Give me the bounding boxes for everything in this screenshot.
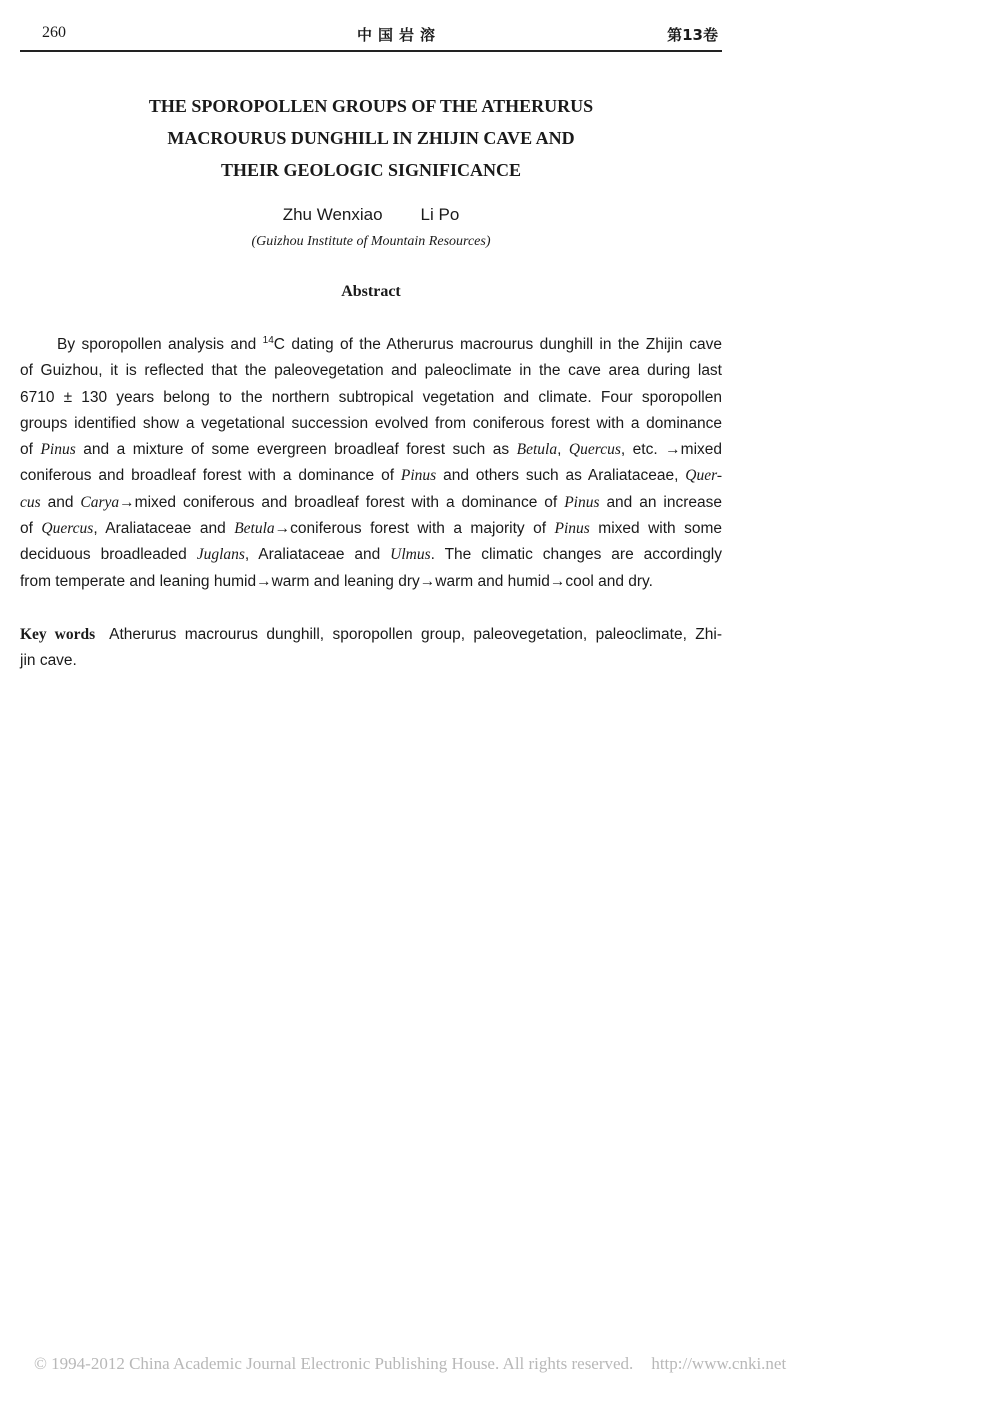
keywords-label: Key words <box>20 626 96 643</box>
abstract-line: from temperate and leaning humid→warm and leaning dry→warm and humid→cool and dry. <box>20 572 653 590</box>
paper-title <box>20 90 722 186</box>
journal-name: 中国岩溶 <box>357 26 442 44</box>
abstract-line: deciduous broadleaded Juglans, Araliataceae and Ulmus. The climatic changes are accordingly <box>20 546 722 564</box>
copyright-text: © 1994-2012 China Academic Journal Electronic Publishing House. All rights reserved. <box>34 1354 634 1373</box>
author-name: Li Po <box>420 205 460 224</box>
title-line-3: THEIR GEOLOGIC SIGNIFICANCE <box>220 160 522 180</box>
running-header <box>20 22 722 52</box>
abstract-heading: Abstract <box>341 283 401 300</box>
title-line-2: MACROURUS DUNGHILL IN ZHIJIN CAVE AND <box>167 128 575 148</box>
author-name: Zhu Wenxiao <box>282 205 383 224</box>
abstract-line: By sporopollen analysis and $^{14}$C dating of the Atherurus macrourus dunghill in the Zhijin cave <box>57 335 722 353</box>
abstract-line: cus and Carya→mixed coniferous and broadleaf forest with a dominance of Pinus and an increase <box>20 493 722 511</box>
abstract-line: groups identified show a vegetational succession evolved from coniferous forest with a dominance <box>20 414 722 432</box>
title-line-1: THE SPOROPOLLEN GROUPS OF THE ATHERURUS <box>148 96 594 116</box>
volume-label: 第13卷 <box>667 26 718 44</box>
abstract-body <box>20 332 722 595</box>
abstract-line: coniferous and broadleaf forest with a dominance of Pinus and others such as Araliataceae, Quer- <box>20 467 722 485</box>
keywords-block <box>20 622 722 675</box>
copyright-footer <box>34 1354 786 1374</box>
abstract-line: of Quercus, Araliataceae and Betula→coniferous forest with a majority of Pinus mixed with some <box>20 520 722 538</box>
page-number: 260 <box>42 24 66 41</box>
abstract-line: 6710 ± 130 years belong to the northern subtropical vegetation and climate. Four sporopollen <box>20 388 722 406</box>
author-affiliation: (Guizhou Institute of Mountain Resources) <box>251 234 491 249</box>
abstract-line: of Guizhou, it is reflected that the paleovegetation and paleoclimate in the cave area during last <box>20 362 722 380</box>
footer-url: http://www.cnki.net <box>651 1354 787 1373</box>
author-list <box>20 205 722 225</box>
keywords-line: Key words Atherurus macrourus dunghill, sporopollen group, paleovegetation, paleoclimate, Zhi- <box>20 626 722 643</box>
keywords-line: jin cave. <box>20 652 77 670</box>
abstract-line: of Pinus and a mixture of some evergreen broadleaf forest such as Betula, Quercus, etc. →mixed <box>20 441 722 459</box>
